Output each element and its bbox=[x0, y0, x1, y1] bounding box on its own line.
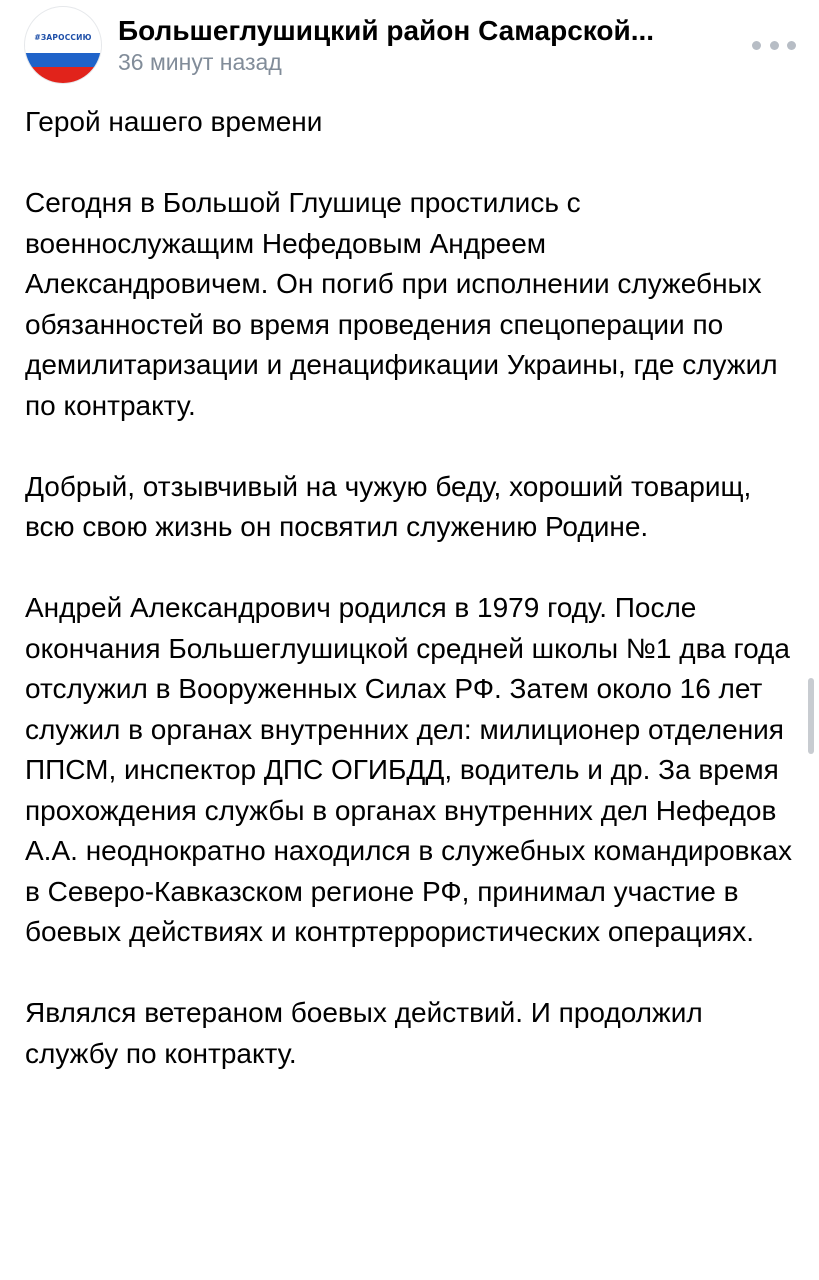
post-title: Герой нашего времени bbox=[25, 106, 323, 137]
community-name-link[interactable]: Большеглушицкий район Самарской... bbox=[118, 15, 655, 46]
post-paragraph: Являлся ветераном боевых действий. И продолжил службу по контракту. bbox=[25, 997, 703, 1069]
post-timestamp[interactable]: 36 минут назад bbox=[118, 49, 282, 75]
post-paragraph: Добрый, отзывчивый на чужую беду, хороший товарищ, всю свою жизнь он посвятил служению Родине. bbox=[25, 470, 752, 542]
post-header bbox=[0, 0, 819, 100]
post-paragraph: Сегодня в Большой Глушице простились с военнослужащим Нефедовым Андреем Александровичем. Он погиб при исполнении служебных обязанностей во время проведения спецоперации по демилитаризации и денацификации Украины, где служил по контракту. bbox=[25, 187, 778, 421]
post-text bbox=[25, 102, 795, 1115]
avatar-hashtag-text: #ЗАРОССИЮ bbox=[34, 33, 92, 42]
post-paragraph: Андрей Александрович родился в 1979 году. После окончания Большеглушицкой средней школы №1 два года отслужил в Вооруженных Силах РФ. Затем около 16 лет служил в органах внутренних дел: милиционер отделения ППСМ, инспектор ДПС ОГИБДД, водитель и др. За время прохождения службы в органах внутренних дел Нефедов А.А. неоднократно находился в служебных командировках в Северо-Кавказском регионе РФ, принимал участие в боевых действиях и контртеррористических операциях. bbox=[25, 592, 792, 947]
scrollbar-thumb[interactable] bbox=[808, 678, 814, 754]
more-options-button[interactable] bbox=[752, 30, 796, 60]
more-horizontal-icon-dot bbox=[770, 41, 779, 50]
community-avatar[interactable] bbox=[25, 7, 101, 83]
more-horizontal-icon-dot bbox=[787, 41, 796, 50]
russian-flag-icon bbox=[25, 47, 101, 83]
more-horizontal-icon bbox=[752, 41, 761, 50]
